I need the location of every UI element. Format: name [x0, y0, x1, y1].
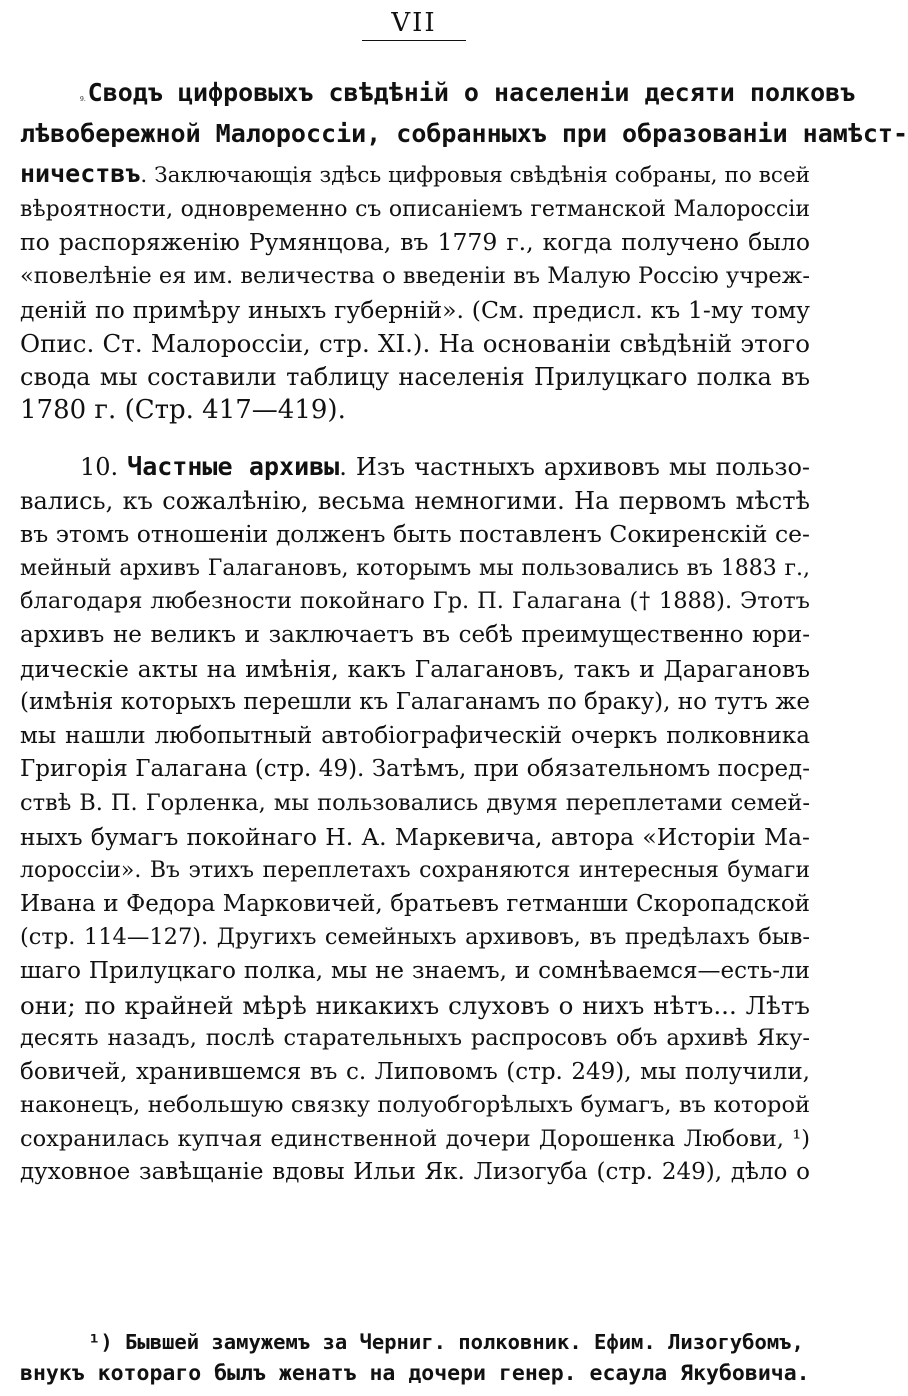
text-line [20, 1056, 810, 1090]
body-text: десять назадъ, послѣ старательныхъ распросовъ объ архивѣ Яку- [20, 1025, 810, 1052]
body-text: 1780 г. (Стр. 417—419). [20, 395, 346, 426]
text-line [20, 294, 810, 328]
body-text: благодаря любезности покойнаго Гр. П. Галагана († 1888). Этотъ [20, 588, 810, 615]
text-line [20, 888, 810, 922]
body-text: наконецъ, небольшую связку полуобгорѣлыхъ бумагъ, въ которой [20, 1092, 810, 1119]
text-line [20, 193, 810, 227]
body-text: архивъ не великъ и заключаетъ въ себѣ преимущественно юри- [20, 621, 810, 648]
body-text: . Заключающія здѣсь цифровыя свѣдѣнія собраны, по всей [140, 163, 810, 189]
text-line [20, 1089, 810, 1123]
body-text: (имѣнія которыхъ перешли къ Галаганамъ по браку), но тутъ же [20, 689, 810, 716]
text-line [20, 327, 810, 361]
footnote [20, 1326, 810, 1390]
body-text: 9. [80, 96, 88, 103]
text-line [20, 854, 810, 888]
body-text: мейный архивъ Галагановъ, которымъ мы пользовались въ 1883 г., [20, 555, 810, 581]
bold-heading-text: Сводъ цифровыхъ свѣдѣній о населеніи десяти полковъ [87, 78, 856, 107]
text-line [20, 1156, 810, 1190]
paragraph-10 [20, 450, 810, 1190]
text-line [20, 585, 810, 619]
text-line [20, 394, 810, 428]
text-line [20, 1123, 810, 1157]
text-line [20, 619, 810, 653]
text-line [20, 157, 810, 193]
body-text: Григорія Галагана (стр. 49). Затѣмъ, при обязательномъ посред- [20, 756, 810, 783]
text-line [20, 117, 908, 158]
text-line [20, 821, 810, 855]
body-text: духовное завѣщаніе вдовы Ильи Як. Лизогуба (стр. 249), дѣло о [20, 1159, 810, 1186]
text-line [20, 226, 810, 260]
page-number: VII [391, 8, 437, 38]
text-line [20, 485, 810, 519]
text-line [20, 1022, 810, 1056]
text-line [20, 361, 810, 395]
paragraph-9 [20, 76, 908, 428]
body-text: мы нашли любопытный автобіографическій очеркъ полковника [20, 722, 810, 749]
text-line [20, 686, 810, 720]
page-number-rule [362, 40, 466, 41]
bold-heading-text: лѣвобережной Малороссіи, собранныхъ при образованіи намѣст- [20, 118, 908, 148]
bold-heading-text: Частные архивы [127, 452, 340, 481]
body-text: шаго Прилуцкаго полка, мы не знаемъ, и сомнѣваемся—есть-ли [20, 957, 810, 984]
text-line [20, 720, 810, 754]
body-text: они; по крайней мѣрѣ никакихъ слуховъ о нихъ нѣтъ... Лѣтъ [20, 990, 810, 1020]
text-line [20, 552, 810, 586]
body-text: лороссіи». Въ этихъ переплетахъ сохраняются интересныя бумаги [20, 858, 810, 884]
body-text: 10. [80, 453, 128, 481]
text-line [20, 76, 856, 117]
body-text: по распоряженію Румянцова, въ 1779 г., когда получено было [20, 228, 810, 257]
body-text: вѣроятности, одновременно съ описаніемъ гетманской Малороссіи [20, 196, 810, 222]
body-text: бовичей, хранившемся въ с. Липовомъ (стр. 249), мы получили, [20, 1058, 810, 1085]
body-text: свода мы составили таблицу населенія Прилуцкаго полка въ [20, 362, 810, 391]
body-text: деній по примѣру иныхъ губерній». (См. предисл. къ 1-му тому [20, 295, 810, 324]
text-line [20, 260, 810, 294]
body-text: Ивана и Федора Марковичей, братьевъ гетманши Скоропадской [20, 890, 810, 917]
text-line [20, 753, 810, 787]
text-line [20, 787, 810, 821]
footnote-line-1 [20, 1326, 810, 1358]
text-line [20, 450, 810, 485]
footnote-text-1: Бывшей замужемъ за Черниг. полковник. Ефим. Лизогубомъ, [125, 1330, 804, 1354]
text-line [20, 921, 810, 955]
body-text: «повелѣніе ея им. величества о введеніи въ Малую Россію учреж- [20, 262, 810, 289]
text-line [20, 955, 810, 989]
text-line [20, 653, 810, 687]
body-text: дическіе акты на имѣнія, какъ Галагановъ, такъ и Дарагановъ [20, 654, 810, 683]
body-text: вались, къ сожалѣнію, весьма немногими. На первомъ мѣстѣ [20, 486, 810, 515]
footnote-mark: ¹) [88, 1330, 113, 1354]
footnote-line-2: внукъ котораго былъ женатъ на дочери генер. есаула Якубовича. [20, 1361, 810, 1386]
text-line [20, 989, 810, 1023]
bold-heading-text: ничествъ [20, 159, 141, 189]
body-text: Опис. Ст. Малороссіи, стр. XI.). На основаніи свѣдѣній этого [20, 329, 810, 359]
body-text: ныхъ бумагъ покойнаго Н. А. Маркевича, автора «Исторіи Ма- [20, 822, 810, 851]
body-text: ствѣ В. П. Горленка, мы пользовались двумя переплетами семей- [20, 789, 810, 816]
body-text: сохранилась купчая единственной дочери Дорошенка Любови, ¹) [20, 1125, 810, 1152]
text-line [20, 518, 810, 552]
body-text: (стр. 114—127). Другихъ семейныхъ архивовъ, въ предѣлахъ быв- [20, 924, 810, 951]
body-text: въ этомъ отношеніи долженъ быть поставленъ Сокиренскій се- [20, 520, 810, 549]
body-text: . Изъ частныхъ архивовъ мы пользо- [339, 453, 811, 481]
